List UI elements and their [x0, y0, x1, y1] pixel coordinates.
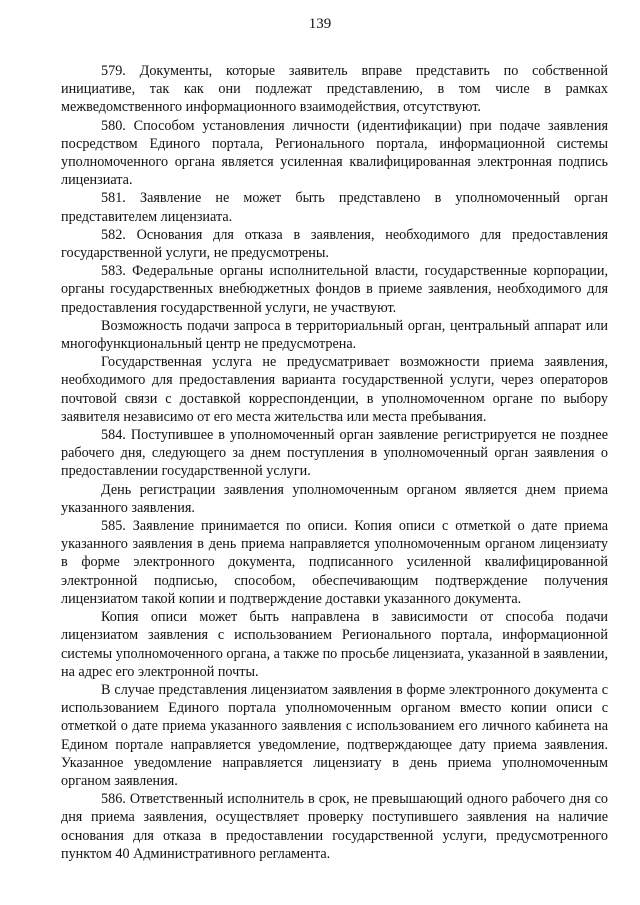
paragraph-585-copy: Копия описи может быть направлена в зависимости от способа подачи лицензиатом заявления с использованием Регионального портала, информационной системы уполномоченного органа, а также по просьбе лицензиата, указанной в заявлении, на адрес его электронной почты. — [61, 609, 608, 680]
paragraph-581: 581. Заявление не может быть представлено в уполномоченный орган представителем лицензиата. — [61, 190, 608, 225]
paragraph-579: 579. Документы, которые заявитель вправе представить по собственной инициативе, так как они подлежат представлению, в том числе в рамках межведомственного информационного взаимодействия, отсутствуют. — [61, 63, 608, 116]
paragraph-582: 582. Основания для отказа в заявления, необходимого для предоставления государственной услуги, не предусмотрены. — [61, 226, 608, 262]
paragraph-585-electronic: В случае представления лицензиатом заявления в форме электронного документа с использованием Единого портала уполномоченным органом вместо копии описи с отметкой о дате приема указанного заявления с использованием его личного кабинета на Едином портале направляется уведомление, подтверждающее дату приема заявления. Указанное уведомление направляется лицензиату в день приема уполномоченным органом заявления. — [61, 681, 608, 789]
paragraph-583-territorial: Возможность подачи запроса в территориальный орган, центральный аппарат или многофункциональный центр не предусмотрена. — [61, 317, 608, 353]
document-body — [61, 62, 608, 863]
paragraph-584-registration-day: День регистрации заявления уполномоченным органом является днем приема указанного заявления. — [61, 481, 608, 516]
paragraph-583: 583. Федеральные органы исполнительной власти, государственные корпорации, органы государственных внебюджетных фондов в приеме заявления, необходимого для предоставления государственной услуги, не участвуют. — [61, 263, 608, 316]
paragraph-583-postal: Государственная услуга не предусматривает возможности приема заявления, необходимого для предоставления варианта государственной услуги, через операторов почтовой связи с доставкой корреспонденции, в уполномоченном органе по выбору заявителя независимо от его места жительства или места пребывания. — [61, 354, 608, 425]
paragraph-586: 586. Ответственный исполнитель в срок, не превышающий одного рабочего дня со дня приема заявления, осуществляет проверку поступившего заявления на наличие основания для отказа в предоставлении государственной услуги, предусмотренного пунктом 40 Административного регламента. — [61, 791, 608, 862]
paragraph-585: 585. Заявление принимается по описи. Копия описи с отметкой о дате приема указанного заявления в день приема направляется уполномоченным органом лицензиату в форме электронного документа, подписанного усиленной квалифицированной электронной подписью, способом, обеспечивающим подтверждение получения лицензиатом такой копии и подтверждение доставки указанного документа. — [61, 518, 608, 607]
paragraph-580: 580. Способом установления личности (идентификации) при подаче заявления посредством Единого портала, Регионального портала, информационной системы уполномоченного органа является усиленная квалифицированная электронная подпись лицензиата. — [61, 117, 608, 189]
paragraph-584: 584. Поступившее в уполномоченный орган заявление регистрируется не позднее рабочего дня, следующего за днем поступления в уполномоченный орган заявления о предоставлении государственной услуги. — [61, 427, 608, 480]
page-number: 139 — [308, 16, 332, 32]
